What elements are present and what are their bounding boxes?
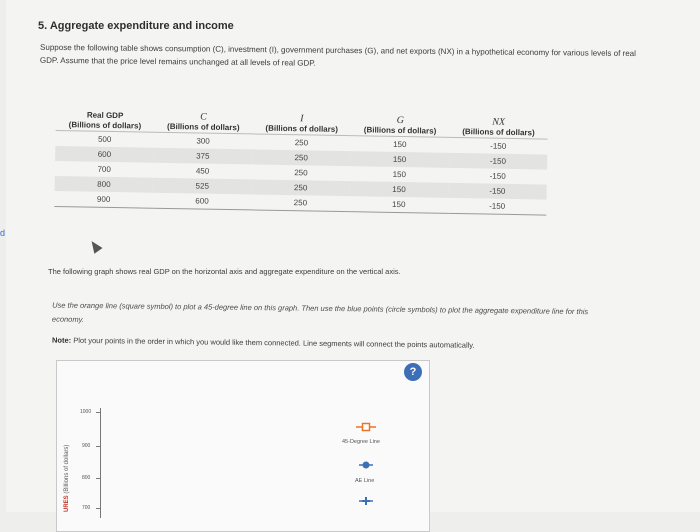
y-tick-label: 1000 bbox=[80, 409, 92, 415]
cell-c: 525 bbox=[153, 178, 252, 195]
y-tick-label: 900 bbox=[82, 443, 91, 449]
y-axis-label-prefix: URES bbox=[64, 495, 70, 512]
header-nx-symbol: NX bbox=[492, 116, 506, 128]
cell-real-gdp: 600 bbox=[55, 146, 154, 163]
side-cut-text: d bbox=[0, 228, 6, 238]
header-i-symbol: I bbox=[300, 113, 304, 125]
cell-c: 300 bbox=[196, 136, 210, 146]
y-tick-mark bbox=[96, 446, 100, 447]
header-real-gdp: Real GDP bbox=[86, 110, 124, 121]
graph-instruction: Use the orange line (square symbol) to plot a 45-degree line on this graph. Then use the blue points (circle symbols) to plot the aggregate expenditure line for this economy. bbox=[51, 300, 589, 324]
note-text: Plot your points in the order in which you would like them connected. Line segments will connect the points automatically. bbox=[73, 335, 475, 350]
legend-ae-line: AE Line bbox=[355, 478, 375, 484]
cell-i: 250 bbox=[251, 179, 350, 196]
cell-g: 150 bbox=[350, 151, 449, 168]
blue-plus-tool-icon[interactable] bbox=[358, 494, 374, 508]
header-units: (Billions of dollars) bbox=[351, 125, 450, 137]
y-axis-label bbox=[64, 445, 70, 512]
cell-real-gdp: 900 bbox=[54, 191, 153, 208]
question-intro: Suppose the following table shows consumption (C), investment (I), government purchases (G), and net exports (NX) in a hypothetical economy for various levels of real GDP. Assume that the price level remains unchanged at all levels of real GDP. bbox=[39, 42, 636, 68]
cell-real-gdp: 800 bbox=[55, 176, 154, 193]
cell-g: 150 bbox=[393, 139, 407, 150]
header-c-symbol: C bbox=[200, 111, 207, 123]
y-tick-label: 800 bbox=[82, 475, 91, 481]
header-units: (Billions of dollars) bbox=[449, 127, 548, 139]
cell-g: 150 bbox=[392, 169, 407, 180]
header-g-symbol: G bbox=[396, 114, 404, 127]
y-tick-label: 700 bbox=[82, 505, 91, 511]
cell-i: 250 bbox=[294, 168, 308, 178]
cell-nx: -150 bbox=[448, 198, 547, 215]
graph-description: The following graph shows real GDP on the horizontal axis and aggregate expenditure on the vertical axis. bbox=[48, 267, 401, 276]
note-label: Note: bbox=[51, 335, 72, 345]
help-icon[interactable]: ? bbox=[404, 363, 422, 381]
y-axis bbox=[100, 408, 101, 518]
y-tick-mark bbox=[96, 412, 100, 413]
cell-real-gdp: 700 bbox=[97, 164, 111, 174]
cell-nx: -150 bbox=[490, 141, 507, 151]
legend-45-degree-line: 45-Degree Line bbox=[342, 439, 380, 445]
cell-nx: -150 bbox=[489, 171, 506, 181]
cell-c: 375 bbox=[153, 148, 252, 165]
cell-i: 250 bbox=[294, 138, 309, 148]
cell-g: 150 bbox=[349, 196, 448, 213]
expenditure-table bbox=[54, 110, 548, 216]
cell-i: 250 bbox=[252, 149, 351, 166]
y-axis-label-units: (Billions of dollars) bbox=[64, 444, 70, 494]
blue-circle-tool-icon[interactable] bbox=[358, 458, 374, 472]
header-units: (Billions of dollars) bbox=[56, 120, 155, 132]
cell-c: 450 bbox=[195, 166, 210, 176]
question-title: 5. Aggregate expenditure and income bbox=[38, 20, 234, 32]
cell-c: 600 bbox=[153, 193, 252, 210]
cell-g: 150 bbox=[350, 181, 449, 198]
orange-square-tool-icon[interactable] bbox=[355, 420, 377, 434]
y-tick-mark bbox=[96, 508, 100, 509]
cell-i: 250 bbox=[251, 194, 350, 211]
header-units: (Billions of dollars) bbox=[154, 122, 253, 134]
cell-nx: -150 bbox=[448, 183, 547, 200]
header-units: (Billions of dollars) bbox=[252, 123, 351, 135]
y-tick-mark bbox=[96, 478, 100, 479]
cell-nx: -150 bbox=[449, 153, 548, 170]
cell-real-gdp: 500 bbox=[97, 134, 112, 144]
